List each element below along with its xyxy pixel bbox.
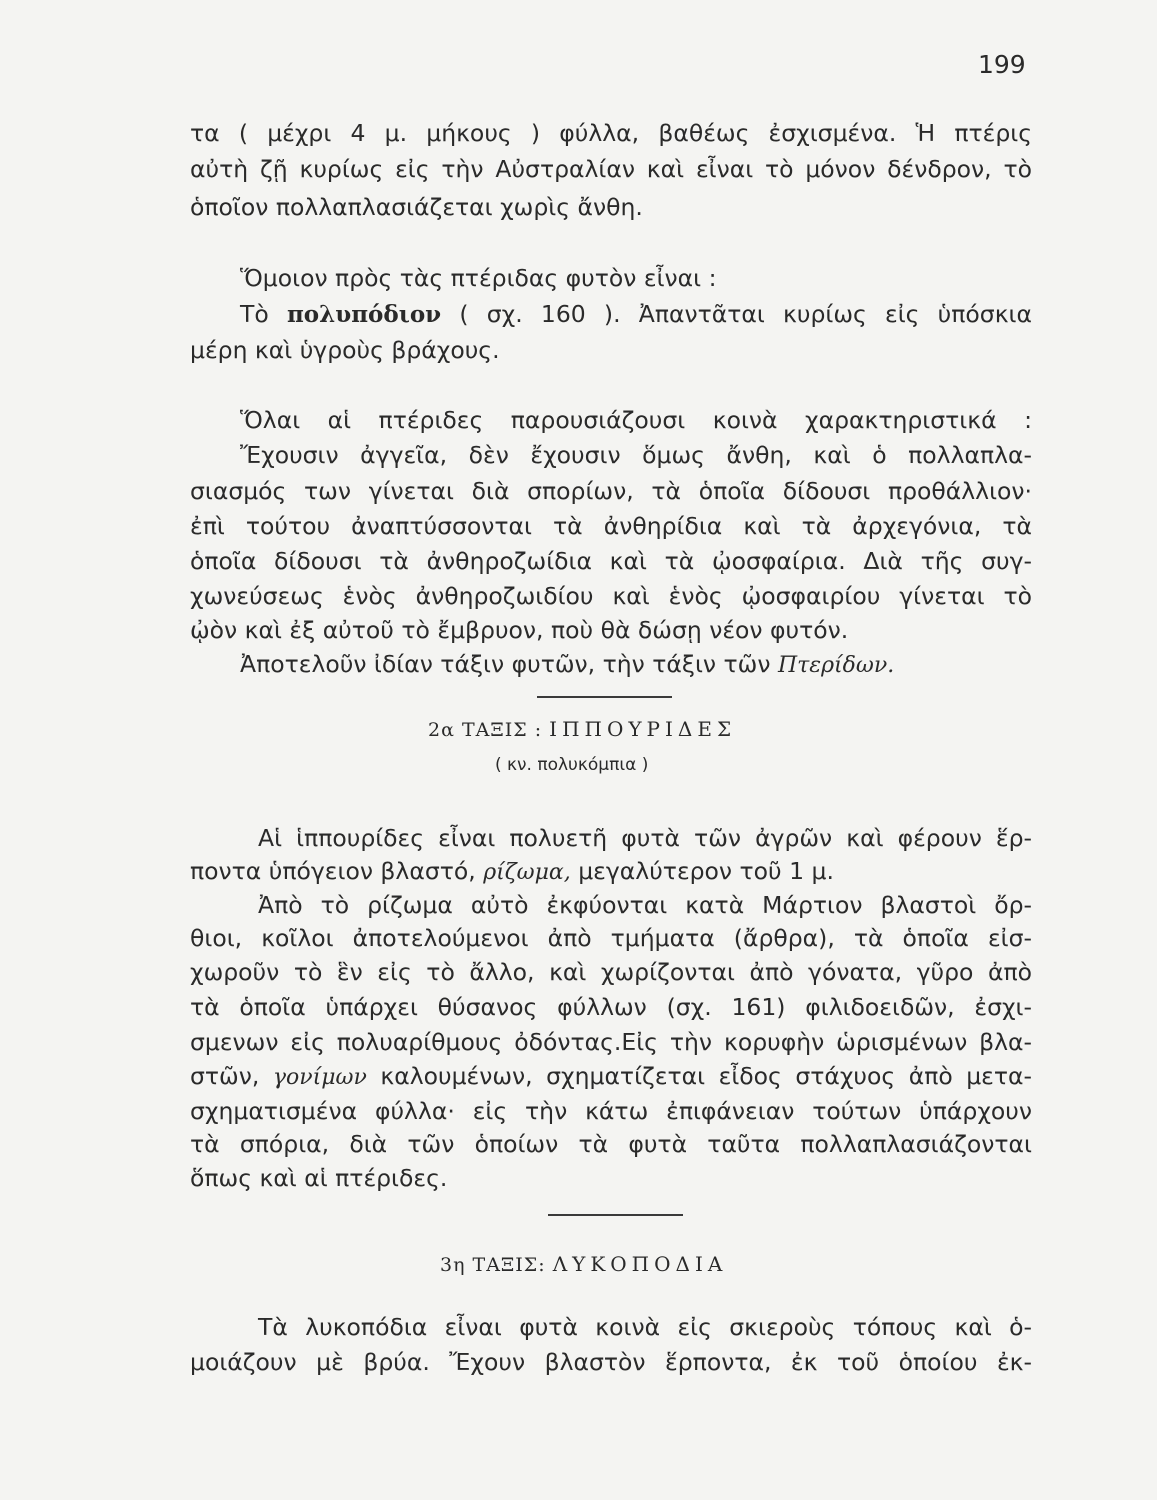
text-line: αὐτὴ ζῇ κυρίως εἰς τὴν Αὐστραλίαν καὶ εἶναι τὸ μόνον δένδρον, τὸ <box>190 155 1032 183</box>
text-span: μεγαλύτερον τοῦ 1 μ. <box>570 857 834 885</box>
text-line <box>240 648 1032 682</box>
text-span: ποντα ὑπόγειον βλαστό, <box>190 857 484 885</box>
section-number: 3η <box>440 1254 466 1276</box>
text-line: χωνεύσεως ἑνὸς ἀνθηροζωιδίου καὶ ἑνὸς ᾠοσφαιρίου γίνεται τὸ <box>190 582 1032 610</box>
page-number: 199 <box>978 50 1026 79</box>
text-span: ( σχ. 160 ). Ἀπαντᾶται κυρίως εἰς ὑπόσκια <box>441 300 1032 328</box>
text-line: ὁποῖα δίδουσι τὰ ἀνθηροζωίδια καὶ τὰ ᾠοσφαίρια. Διὰ τῆς συγ- <box>190 547 1032 575</box>
text-line: τα ( μέχρι 4 μ. μήκους ) φύλλα, βαθέως ἐσχισμένα. Ἡ πτέρις <box>190 119 1032 147</box>
italic-term: ρίζωμα, <box>483 860 571 885</box>
section-title: ΙΠΠΟΥΡΙΔΕΣ <box>549 717 737 741</box>
text-line: Ἔχουσιν ἀγγεῖα, δὲν ἔχουσιν ὅμως ἄνθη, καὶ ὁ πολλαπλα- <box>240 441 1032 469</box>
text-line: μοιάζουν μὲ βρύα. Ἔχουν βλαστὸν ἕρποντα, ἐκ τοῦ ὁποίου ἐκ- <box>190 1348 1032 1376</box>
text-line: ἐπὶ τούτου ἀναπτύσσονται τὰ ἀνθηρίδια καὶ τὰ ἀρχεγόνια, τὰ <box>190 512 1032 540</box>
text-line: ᾠὸν καὶ ἐξ αὐτοῦ τὸ ἔμβρυον, ποὺ θὰ δώσῃ νέον φυτόν. <box>190 616 849 644</box>
text-line: ὅπως καὶ αἱ πτέριδες. <box>190 1164 448 1192</box>
text-line: τὰ ὁποῖα ὑπάρχει θύσανος φύλλων (σχ. 161) φιλιδοειδῶν, ἐσχι- <box>190 993 1032 1021</box>
italic-term: γονίμων <box>272 1065 367 1090</box>
text-span: Τὸ <box>240 300 287 328</box>
text-span: καλουμένων, σχηματίζεται εἶδος στάχυος ἀπὸ μετα- <box>366 1062 1032 1090</box>
text-line <box>240 298 1032 331</box>
section-number: 2α <box>428 719 455 741</box>
section-heading <box>440 1252 727 1276</box>
text-line: σμενων εἰς πολυαρίθμους ὀδόντας.Εἰς τὴν κορυφὴν ὡρισμένων βλα- <box>190 1028 1032 1056</box>
text-line: σχηματισμένα φύλλα· εἰς τὴν κάτω ἐπιφάνειαν τούτων ὑπάρχουν <box>190 1097 1032 1125</box>
text-line: σιασμός των γίνεται διὰ σπορίων, τὰ ὁποῖα δίδουσι προθάλλιον· <box>190 477 1032 505</box>
text-line <box>190 855 1032 889</box>
section-divider <box>537 696 672 698</box>
text-span: στῶν, <box>190 1062 273 1090</box>
section-subtitle: ( κν. πολυκόμπια ) <box>495 755 649 775</box>
text-line: ὁποῖον πολλαπλασιάζεται χωρὶς ἄνθη. <box>190 193 643 221</box>
text-span: Ἀποτελοῦν ἰδίαν τάξιν φυτῶν, τὴν τάξιν τῶν <box>240 650 778 678</box>
section-title: ΛΥΚΟΠΟΔΙΑ <box>552 1252 728 1276</box>
text-line: μέρη καὶ ὑγροὺς βράχους. <box>190 336 500 364</box>
section-label: ΤΑΞΙΣ: <box>472 1254 546 1276</box>
bold-term: πολυπόδιον <box>286 301 442 328</box>
italic-term: Πτερίδων. <box>777 653 895 678</box>
text-line: θιοι, κοῖλοι ἀποτελούμενοι ἀπὸ τμήματα (ἄρθρα), τὰ ὁποῖα εἰσ- <box>190 924 1032 952</box>
section-divider <box>548 1214 683 1216</box>
text-line: Ἀπὸ τὸ ρίζωμα αὐτὸ ἐκφύονται κατὰ Μάρτιον βλαστοὶ ὄρ- <box>258 891 1032 919</box>
text-line: Ὅμοιον πρὸς τὰς πτέριδας φυτὸν εἶναι : <box>240 264 717 292</box>
section-label: ΤΑΞΙΣ : <box>461 719 543 741</box>
text-line: χωροῦν τὸ ἓν εἰς τὸ ἄλλο, καὶ χωρίζονται ἀπὸ γόνατα, γῦρο ἀπὸ <box>190 958 1032 986</box>
text-line <box>190 1060 1032 1094</box>
text-line: τὰ σπόρια, διὰ τῶν ὁποίων τὰ φυτὰ ταῦτα πολλαπλασιάζονται <box>190 1130 1032 1158</box>
section-heading <box>428 717 736 741</box>
text-line: Αἱ ἱππουρίδες εἶναι πολυετῆ φυτὰ τῶν ἀγρῶν καὶ φέρουν ἕρ- <box>258 824 1032 852</box>
text-line: Ὅλαι αἱ πτέριδες παρουσιάζουσι κοινὰ χαρακτηριστικά : <box>240 406 1032 434</box>
text-line: Τὰ λυκοπόδια εἶναι φυτὰ κοινὰ εἰς σκιεροὺς τόπους καὶ ὁ- <box>258 1313 1032 1341</box>
